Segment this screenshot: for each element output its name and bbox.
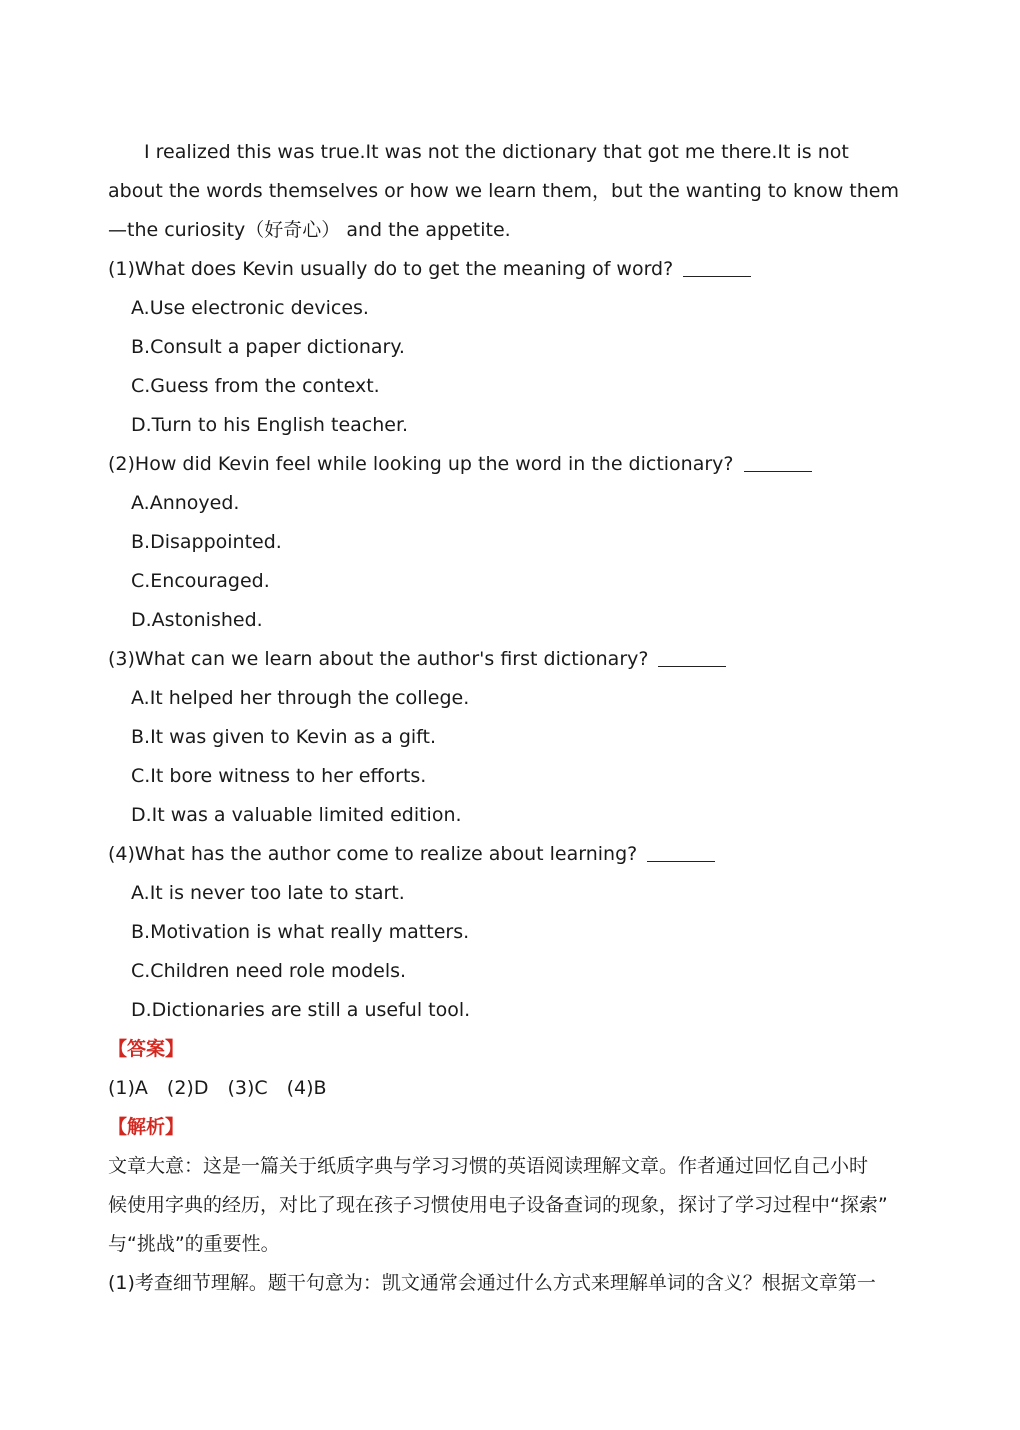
answer-text: (1)A (2)D (3)C (4)B bbox=[108, 1077, 327, 1099]
question-stem-text: (1)What does Kevin usually do to get the meaning of word? bbox=[108, 258, 674, 280]
option-d: D.Astonished. bbox=[131, 609, 263, 631]
analysis-line: (1)考查细节理解。题干句意为：凯文通常会通过什么方式来理解单词的含义？根据文章第一 bbox=[108, 1272, 876, 1294]
question-3 bbox=[108, 640, 920, 835]
passage-line: I realized this was true.It was not the dictionary that got me there.It is not bbox=[144, 141, 849, 163]
option-b: B.Disappointed. bbox=[131, 531, 282, 553]
analysis-heading: 【解析】 bbox=[108, 1116, 185, 1138]
answer-heading: 【答案】 bbox=[108, 1038, 185, 1060]
passage bbox=[108, 133, 920, 250]
option-d: D.Dictionaries are still a useful tool. bbox=[131, 999, 471, 1021]
option-c: C.It bore witness to her efforts. bbox=[131, 765, 427, 787]
option-c: C.Guess from the context. bbox=[131, 375, 380, 397]
option-d: D.It was a valuable limited edition. bbox=[131, 804, 462, 826]
analysis-line: 文章大意：这是一篇关于纸质字典与学习习惯的英语阅读理解文章。作者通过回忆自己小时 bbox=[108, 1155, 869, 1177]
option-c: C.Encouraged. bbox=[131, 570, 270, 592]
question-4 bbox=[108, 835, 920, 1030]
question-stem bbox=[108, 835, 920, 874]
option-d: D.Turn to his English teacher. bbox=[131, 414, 409, 436]
answer-blank[interactable] bbox=[744, 470, 812, 472]
question-stem bbox=[108, 250, 920, 289]
question-1 bbox=[108, 250, 920, 445]
passage-line: —the curiosity（好奇心） and the appetite. bbox=[108, 219, 511, 241]
answer-section bbox=[108, 1030, 920, 1108]
question-stem-text: (4)What has the author come to realize about learning? bbox=[108, 843, 638, 865]
document-page bbox=[108, 133, 920, 1303]
option-b: B.It was given to Kevin as a gift. bbox=[131, 726, 437, 748]
question-stem-text: (3)What can we learn about the author's first dictionary? bbox=[108, 648, 649, 670]
analysis-section bbox=[108, 1108, 920, 1303]
question-2 bbox=[108, 445, 920, 640]
option-a: A.It is never too late to start. bbox=[131, 882, 405, 904]
option-a: A.Use electronic devices. bbox=[131, 297, 369, 319]
answer-blank[interactable] bbox=[683, 275, 751, 277]
question-stem-text: (2)How did Kevin feel while looking up the word in the dictionary? bbox=[108, 453, 734, 475]
passage-line: about the words themselves or how we learn them，but the wanting to know them bbox=[108, 180, 899, 202]
option-a: A.Annoyed. bbox=[131, 492, 240, 514]
option-a: A.It helped her through the college. bbox=[131, 687, 470, 709]
analysis-line: 候使用字典的经历，对比了现在孩子习惯使用电子设备查词的现象，探讨了学习过程中“探索” bbox=[108, 1194, 888, 1216]
analysis-line: 与“挑战”的重要性。 bbox=[108, 1233, 280, 1255]
option-b: B.Motivation is what really matters. bbox=[131, 921, 470, 943]
question-stem bbox=[108, 445, 920, 484]
answer-blank[interactable] bbox=[647, 860, 715, 862]
option-c: C.Children need role models. bbox=[131, 960, 407, 982]
answer-blank[interactable] bbox=[658, 665, 726, 667]
option-b: B.Consult a paper dictionary. bbox=[131, 336, 405, 358]
question-stem bbox=[108, 640, 920, 679]
